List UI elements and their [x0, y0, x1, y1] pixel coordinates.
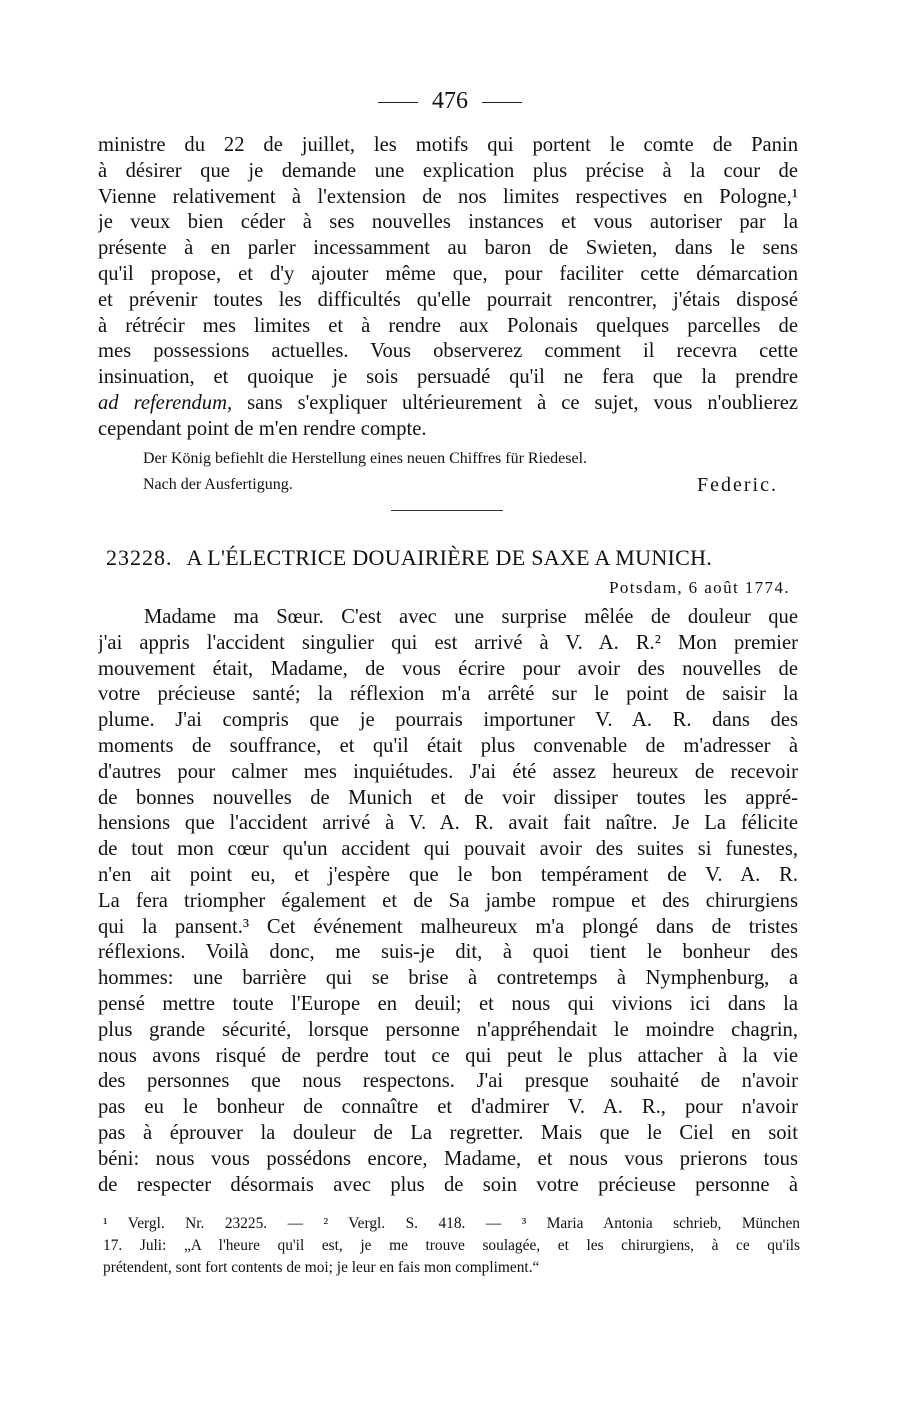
text-line: de bonnes nouvelles de Munich et de voir dissiper toutes les appré- [98, 786, 798, 809]
text-line: cependant point de m'en rendre compte. [98, 417, 427, 440]
text-line: j'ai appris l'accident singulier qui est arrivé à V. A. R.² Mon premier [98, 631, 798, 654]
section-divider [391, 510, 503, 511]
header-dash-left [378, 102, 418, 103]
text-line: plume. J'ai compris que je pourrais importuner V. A. R. dans des [98, 709, 798, 732]
text-line: qui la pansent.³ Cet événement malheureux m'a plongé dans de tristes [98, 915, 798, 938]
footnote-line: 17. Juli: „A l'heure qu'il est, je me trouve soulagée, et les chirurgiens, à ce qu'ils [103, 1237, 800, 1254]
source-row [143, 472, 778, 498]
text-line: Vienne relativement à l'extension de nos limites respectives en Pologne,¹ [98, 185, 798, 208]
text-line: de tout mon cœur qu'un accident qui pouvait avoir des suites si funestes, [98, 838, 798, 861]
letter-body [98, 605, 798, 1198]
footnote-line: ¹ Vergl. Nr. 23225. — ² Vergl. S. 418. — ³ Maria Antonia schrieb, München [103, 1215, 800, 1232]
text-line: réflexions. Voilà donc, me suis-je dit, à quoi tient le bonheur des [98, 941, 798, 964]
italic-phrase: ad referendum, [98, 391, 233, 414]
text-line: votre précieuse santé; la réflexion m'a arrêté sur le point de saisir la [98, 683, 798, 706]
page-header [0, 88, 900, 115]
letter-heading [106, 545, 796, 571]
letter-number: 23228. [106, 545, 173, 570]
text-line: béni: nous vous possédons encore, Madame, et nous vous prierons tous [98, 1147, 798, 1170]
dateline: Potsdam, 6 août 1774. [609, 578, 790, 597]
editorial-notes [143, 446, 778, 498]
text-line: pas eu le bonheur de connaître et d'admirer V. A. R., pour n'avoir [98, 1096, 798, 1119]
text-line: ministre du 22 de juillet, les motifs qui portent le comte de Panin [98, 134, 798, 156]
text-line: pensé mettre toute l'Europe en deuil; et nous qui vivions ici dans la [98, 992, 798, 1015]
footnotes [103, 1213, 800, 1279]
footnote-line: prétendent, sont fort contents de moi; je leur en fais mon compliment.“ [103, 1259, 540, 1276]
text-line: présente à en parler incessamment au baron de Swieten, dans le sens [98, 237, 798, 260]
letter-title: A L'ÉLECTRICE DOUAIRIÈRE DE SAXE A MUNICH. [186, 545, 713, 570]
text-line: Madame ma Sœur. C'est avec une surprise mêlée de douleur que [144, 606, 798, 628]
text-line: d'autres pour calmer mes inquiétudes. J'ai été assez heureux de recevoir [98, 760, 798, 783]
page-number: 476 [432, 88, 468, 114]
chiffre-note-text: Der König befiehlt die Herstellung eines neuen Chiffres für Riedesel. [143, 450, 588, 467]
line-remainder: sans s'expliquer ultérieurement à ce sujet, vous n'oublierez [232, 391, 798, 414]
text-line: mouvement était, Madame, de vous écrire pour avoir des nouvelles de [98, 657, 798, 680]
text-line: plus grande sécurité, lorsque personne n'appréhendait le moindre chagrin, [98, 1018, 798, 1041]
text-line: mes possessions actuelles. Vous observerez comment il recevra cette [98, 340, 798, 363]
text-line: hommes: une barrière qui se brise à contretemps à Nymphenburg, a [98, 967, 798, 990]
source-note: Nach der Ausfertigung. [143, 476, 293, 493]
signature: Federic. [697, 474, 778, 496]
text-line: je veux bien céder à ses nouvelles instances et vous autoriser par la [98, 211, 798, 234]
chiffre-note [143, 446, 778, 472]
text-line: des personnes que nous respectons. J'ai presque souhaité de n'avoir [98, 1070, 798, 1093]
text-line: hensions que l'accident arrivé à V. A. R. avait fait naître. Je La félicite [98, 812, 798, 835]
text-line: à désirer que je demande une explication plus précise à la cour de [98, 159, 798, 182]
text-line: pas à éprouver la douleur de La regretter. Mais que le Ciel en soit [98, 1121, 798, 1144]
text-line: n'en ait point eu, et j'espère que le bon tempérament de V. A. R. [98, 863, 798, 886]
text-line: moments de souffrance, et qu'il était plus convenable de m'adresser à [98, 734, 798, 757]
text-line: nous avons risqué de perdre tout ce qui peut le plus attacher à la vie [98, 1044, 798, 1067]
text-line: de respecter désormais avec plus de soin votre précieuse personne à [98, 1173, 798, 1196]
text-line: et prévenir toutes les difficultés qu'elle pourrait rencontrer, j'étais disposé [98, 288, 798, 311]
header-dash-right [482, 102, 522, 103]
text-line: insinuation, et quoique je sois persuadé qu'il ne fera que la prendre [98, 366, 798, 389]
text-line: La fera triompher également et de Sa jambe rompue et des chirurgiens [98, 889, 798, 912]
text-line [98, 391, 798, 417]
text-line: qu'il propose, et d'y ajouter même que, pour faciliter cette démarcation [98, 262, 798, 285]
text-line: à rétrécir mes limites et à rendre aux Polonais quelques parcelles de [98, 314, 798, 337]
letter-continuation [98, 133, 798, 443]
